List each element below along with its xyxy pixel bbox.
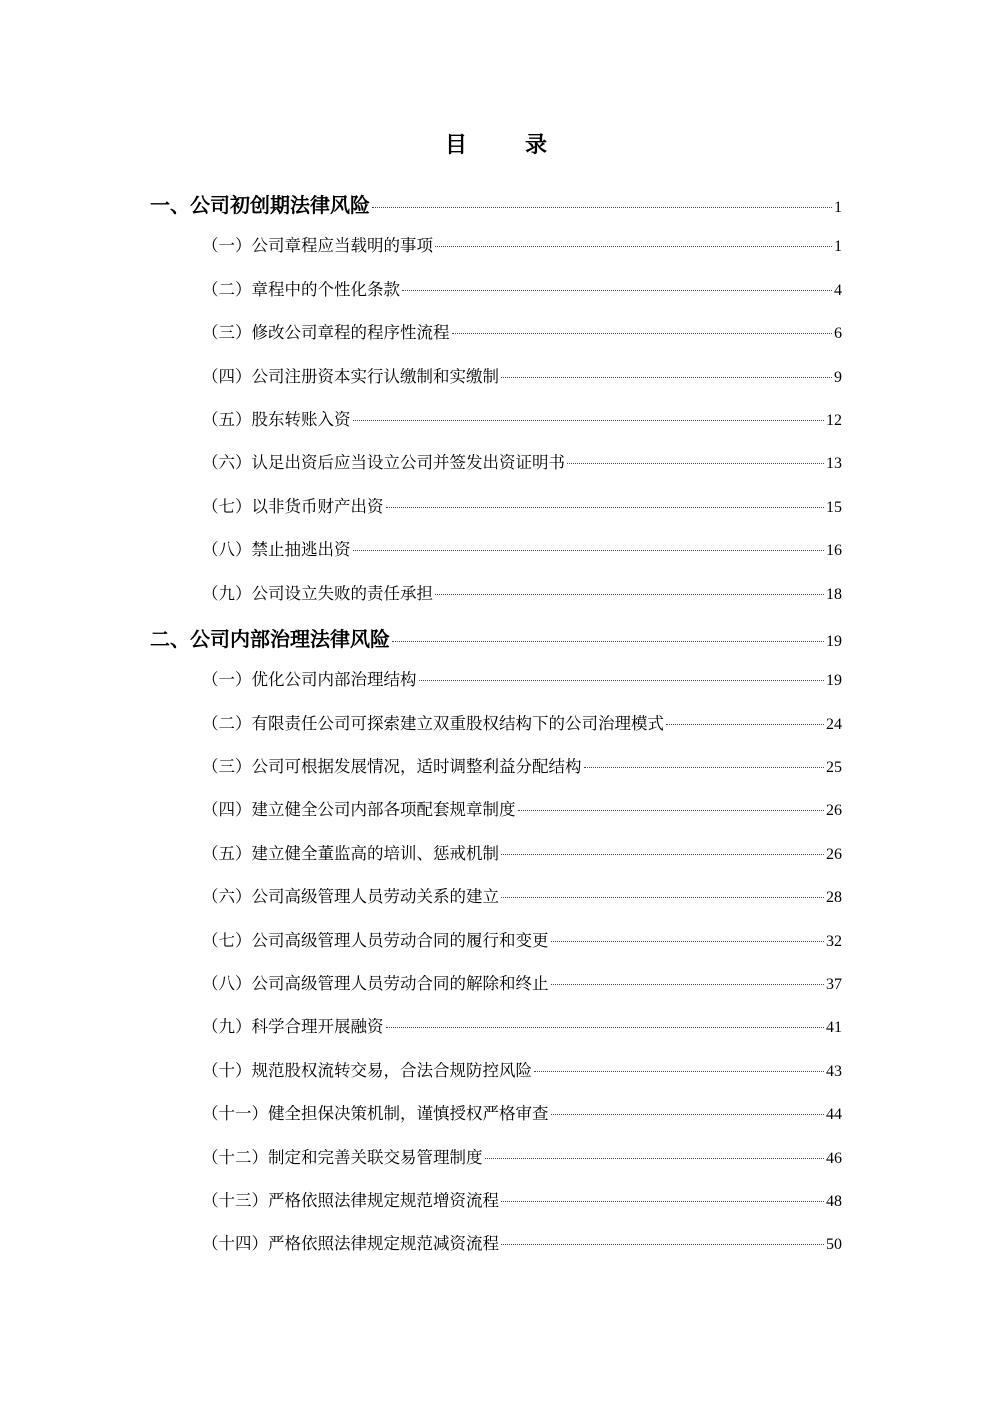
toc-entry[interactable]	[150, 224, 842, 267]
toc-leader-dots	[501, 854, 824, 855]
toc-leader-dots	[372, 207, 832, 208]
toc-entry-page: 18	[826, 585, 842, 603]
toc-leader-dots	[485, 1158, 825, 1159]
toc-leader-dots	[353, 550, 825, 551]
toc-leader-dots	[435, 594, 824, 595]
toc-entry[interactable]	[150, 745, 842, 788]
toc-entry[interactable]	[150, 311, 842, 354]
toc-entry-page: 9	[834, 368, 842, 386]
toc-entry-label: （十三）严格依照法律规定规范增资流程	[202, 1190, 499, 1210]
toc-leader-dots	[419, 680, 825, 681]
toc-entry-label: （九）公司设立失败的责任承担	[202, 583, 433, 603]
table-of-contents	[150, 181, 842, 1266]
toc-entry-label: （八）公司高级管理人员劳动合同的解除和终止	[202, 974, 549, 994]
toc-entry[interactable]	[150, 962, 842, 1005]
toc-entry[interactable]	[150, 1092, 842, 1135]
toc-leader-dots	[501, 897, 824, 898]
toc-entry[interactable]	[150, 398, 842, 441]
toc-entry-label: （二）有限责任公司可探索建立双重股权结构下的公司治理模式	[202, 713, 664, 733]
toc-entry-label: （三）修改公司章程的程序性流程	[202, 323, 450, 343]
toc-entry[interactable]	[150, 615, 842, 658]
toc-entry[interactable]	[150, 355, 842, 398]
toc-entry-label: 一、公司初创期法律风险	[150, 193, 370, 217]
toc-entry[interactable]	[150, 485, 842, 528]
toc-entry[interactable]	[150, 1136, 842, 1179]
page-title: 目 录	[444, 133, 565, 158]
toc-entry-page: 50	[826, 1236, 842, 1254]
toc-entry-page: 44	[826, 1106, 842, 1124]
toc-entry-label: （四）公司注册资本实行认缴制和实缴制	[202, 366, 499, 386]
toc-entry-page: 48	[826, 1192, 842, 1210]
toc-entry-label: （七）以非货币财产出资	[202, 496, 384, 516]
toc-entry-page: 13	[826, 455, 842, 473]
toc-leader-dots	[435, 246, 832, 247]
toc-entry-label: （七）公司高级管理人员劳动合同的履行和变更	[202, 930, 549, 950]
toc-entry-page: 6	[834, 325, 842, 343]
toc-entry-page: 19	[826, 632, 842, 650]
toc-entry-page: 26	[826, 802, 842, 820]
toc-entry[interactable]	[150, 1179, 842, 1222]
toc-entry-page: 16	[826, 542, 842, 560]
toc-leader-dots	[567, 463, 824, 464]
toc-entry-page: 4	[834, 281, 842, 299]
toc-entry-label: （四）建立健全公司内部各项配套规章制度	[202, 800, 516, 820]
toc-entry-label: （六）公司高级管理人员劳动关系的建立	[202, 887, 499, 907]
toc-entry-label: （十四）严格依照法律规定规范减资流程	[202, 1234, 499, 1254]
toc-entry[interactable]	[150, 528, 842, 571]
toc-entry[interactable]	[150, 658, 842, 701]
toc-leader-dots	[501, 1201, 824, 1202]
toc-entry-label: （五）股东转账入资	[202, 409, 351, 429]
toc-leader-dots	[584, 767, 825, 768]
toc-leader-dots	[501, 377, 832, 378]
toc-entry-page: 19	[826, 672, 842, 690]
toc-entry-label: （二）章程中的个性化条款	[202, 279, 400, 299]
toc-leader-dots	[534, 1071, 824, 1072]
toc-entry[interactable]	[150, 1049, 842, 1092]
toc-entry-page: 12	[826, 411, 842, 429]
toc-entry-page: 1	[834, 238, 842, 256]
toc-entry-page: 46	[826, 1149, 842, 1167]
toc-leader-dots	[353, 420, 825, 421]
toc-entry-page: 1	[834, 199, 842, 216]
toc-leader-dots	[518, 810, 825, 811]
toc-leader-dots	[392, 641, 824, 642]
toc-entry-label: （十）规范股权流转交易，合法合规防控风险	[202, 1060, 532, 1080]
toc-entry-label: （三）公司可根据发展情况，适时调整利益分配结构	[202, 757, 582, 777]
toc-entry-page: 28	[826, 889, 842, 907]
toc-entry-label: （十一）健全担保决策机制，谨慎授权严格审查	[202, 1104, 549, 1124]
toc-entry-label: （一）公司章程应当载明的事项	[202, 236, 433, 256]
toc-leader-dots	[501, 1244, 824, 1245]
toc-entry[interactable]	[150, 1222, 842, 1265]
toc-entry-label: （五）建立健全董监高的培训、惩戒机制	[202, 843, 499, 863]
toc-entry[interactable]	[150, 788, 842, 831]
toc-entry[interactable]	[150, 875, 842, 918]
toc-leader-dots	[551, 984, 825, 985]
toc-entry-page: 26	[826, 845, 842, 863]
toc-entry[interactable]	[150, 702, 842, 745]
toc-entry[interactable]	[150, 268, 842, 311]
toc-entry[interactable]	[150, 441, 842, 484]
toc-leader-dots	[551, 941, 825, 942]
toc-leader-dots	[666, 724, 824, 725]
toc-leader-dots	[402, 290, 832, 291]
toc-entry-page: 15	[826, 498, 842, 516]
toc-entry-label: （一）优化公司内部治理结构	[202, 670, 417, 690]
toc-entry-label: （八）禁止抽逃出资	[202, 540, 351, 560]
toc-entry-label: （十二）制定和完善关联交易管理制度	[202, 1147, 483, 1167]
toc-entry-page: 24	[826, 715, 842, 733]
toc-leader-dots	[386, 1027, 825, 1028]
toc-entry-page: 25	[826, 759, 842, 777]
toc-entry[interactable]	[150, 919, 842, 962]
toc-entry-page: 37	[826, 976, 842, 994]
toc-entry[interactable]	[150, 181, 842, 224]
toc-entry-page: 41	[826, 1019, 842, 1037]
toc-leader-dots	[452, 333, 833, 334]
toc-entry[interactable]	[150, 832, 842, 875]
toc-entry[interactable]	[150, 1005, 842, 1048]
toc-leader-dots	[386, 507, 825, 508]
toc-entry[interactable]	[150, 572, 842, 615]
toc-entry-page: 32	[826, 932, 842, 950]
toc-entry-label: 二、公司内部治理法律风险	[150, 626, 390, 651]
toc-leader-dots	[551, 1114, 825, 1115]
toc-entry-label: （九）科学合理开展融资	[202, 1017, 384, 1037]
toc-entry-label: （六）认足出资后应当设立公司并签发出资证明书	[202, 453, 565, 473]
toc-entry-page: 43	[826, 1062, 842, 1080]
